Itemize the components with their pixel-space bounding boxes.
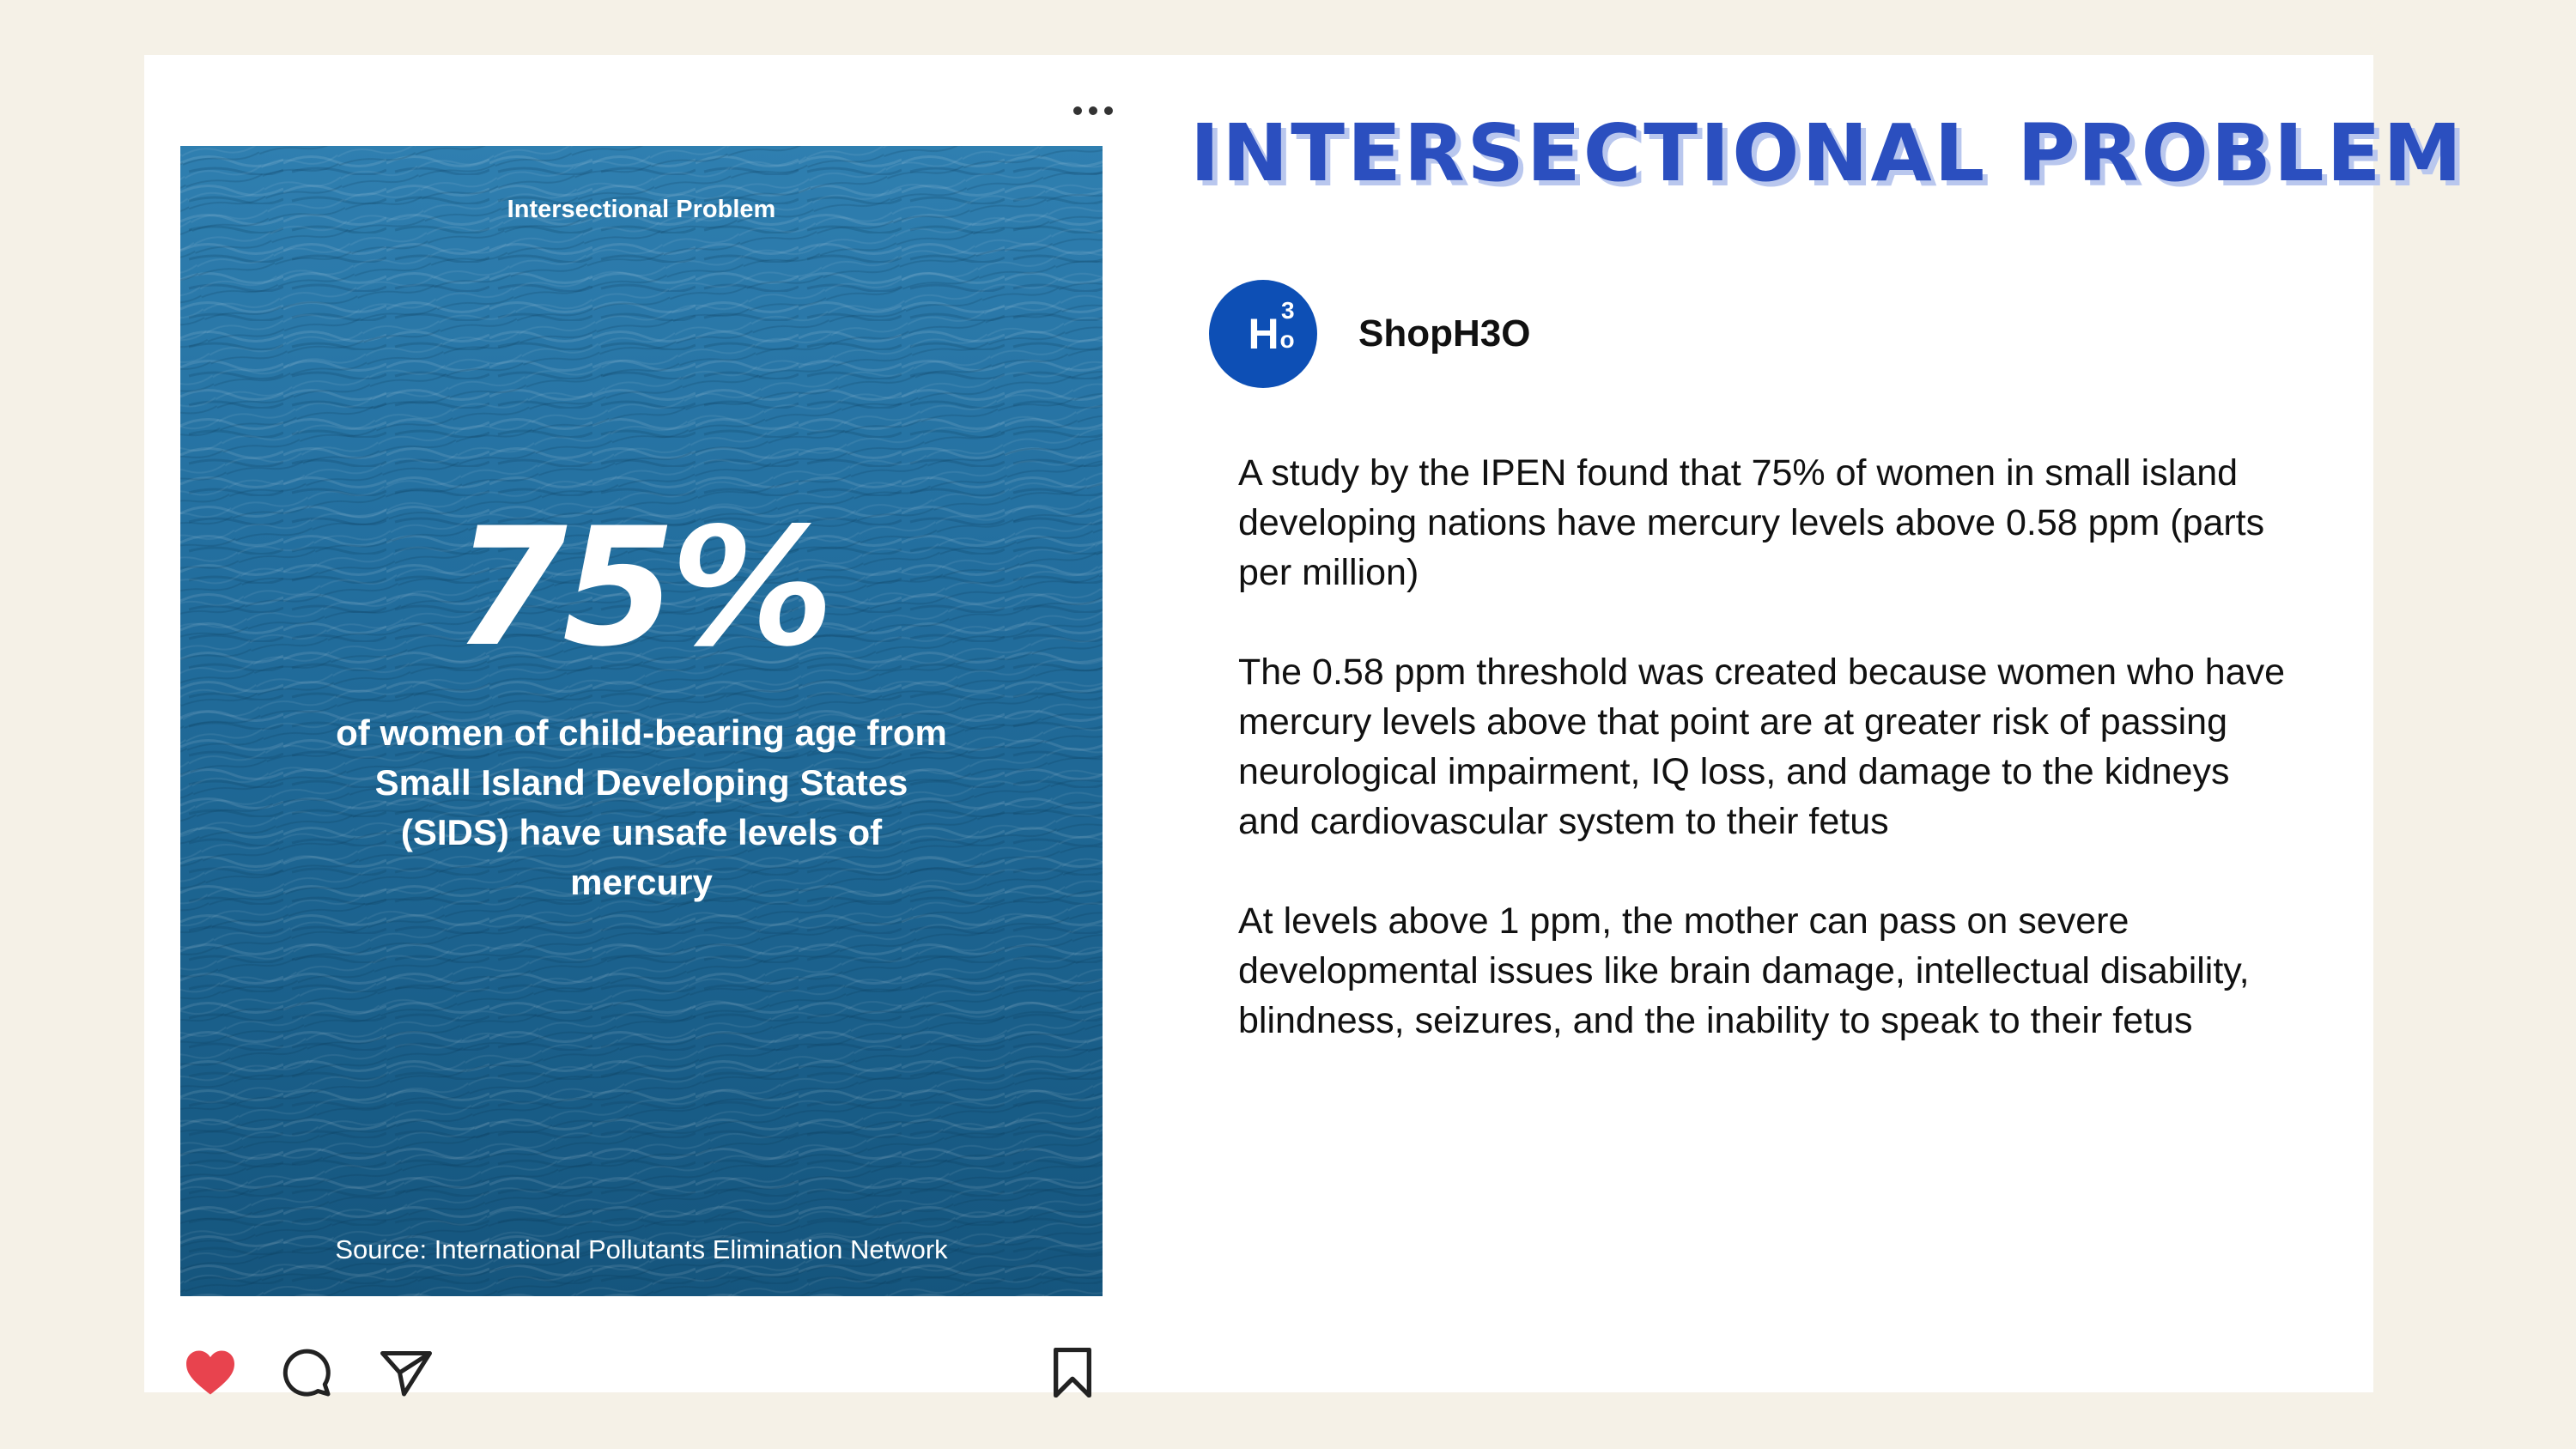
post-image[interactable]: [180, 146, 1103, 1296]
image-stat: 75%: [453, 493, 829, 682]
logo-mark: [1248, 297, 1294, 359]
page-title: INTERSECTIONAL PROBLEM: [1190, 107, 2464, 199]
post-actions: [180, 1343, 1103, 1411]
caption-paragraph-2: The 0.58 ppm threshold was created because women who have mercury levels above that point are at greater risk of passing neurological impairment, IQ loss, and damage to the kidneys and cardiovascular system to their fetus: [1238, 652, 2286, 842]
post-card: [144, 55, 2464, 1392]
image-description: of women of child-bearing age from Small Island Developing States (SIDS) have unsafe levels of mercury: [336, 712, 947, 902]
bookmark-icon[interactable]: [1042, 1343, 1103, 1403]
heart-icon[interactable]: [180, 1343, 240, 1403]
logo-letter: H: [1248, 310, 1279, 358]
comment-icon[interactable]: [276, 1343, 337, 1403]
image-source: Source: International Pollutants Elimination Network: [335, 1234, 948, 1264]
caption-text: [1238, 448, 2286, 1095]
image-kicker: Intersectional Problem: [507, 196, 776, 223]
logo-subscript: o: [1279, 326, 1294, 353]
logo-superscript: 3: [1280, 297, 1294, 324]
send-icon[interactable]: [376, 1343, 436, 1403]
more-icon[interactable]: [1054, 89, 1132, 132]
caption-paragraph-3: At levels above 1 ppm, the mother can pass on severe developmental issues like brain damage, intellectual disability, blindness, seizures, and the inability to speak to their fetus: [1238, 900, 2250, 1041]
caption-paragraph-1: A study by the IPEN found that 75% of women in small island developing nations have mercury levels above 0.58 ppm (parts per million): [1238, 452, 2265, 593]
account-username[interactable]: ShopH3O: [1358, 312, 1531, 355]
account-avatar[interactable]: [1209, 280, 1317, 388]
